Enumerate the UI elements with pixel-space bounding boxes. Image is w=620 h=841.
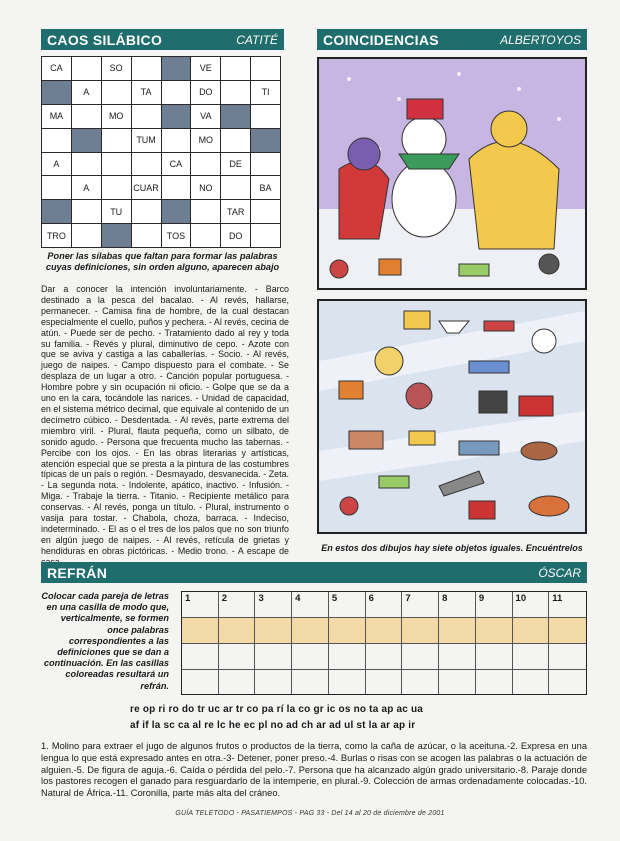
coincidencias-caption: En estos dos dibujos hay siete objetos iguales. Encuéntrelos <box>321 543 583 553</box>
refran-cell[interactable] <box>439 644 476 670</box>
grid-cell[interactable]: A <box>72 81 101 104</box>
grid-cell[interactable]: CA <box>162 153 191 176</box>
refran-column-number: 6 <box>366 592 403 618</box>
grid-cell[interactable]: BA <box>251 176 280 199</box>
grid-black-cell <box>162 57 191 80</box>
refran-cell[interactable] <box>402 670 439 694</box>
grid-cell[interactable]: CUAR <box>132 176 161 199</box>
grid-cell[interactable] <box>72 105 101 128</box>
refran-column-number: 9 <box>476 592 513 618</box>
refran-cell[interactable] <box>329 670 366 694</box>
refran-cell[interactable] <box>219 670 256 694</box>
grid-cell[interactable]: TAR <box>221 200 250 223</box>
refran-cell[interactable] <box>549 644 586 670</box>
grid-cell[interactable] <box>221 129 250 152</box>
refran-column-number: 7 <box>402 592 439 618</box>
caos-header <box>41 29 284 50</box>
refran-colored-cell[interactable] <box>329 618 366 644</box>
refran-cell[interactable] <box>292 670 329 694</box>
grid-cell[interactable] <box>132 224 161 247</box>
coincidencias-title: COINCIDENCIAS <box>323 31 439 48</box>
refran-cell[interactable] <box>255 644 292 670</box>
grid-cell[interactable] <box>72 224 101 247</box>
refran-title: REFRÁN <box>47 564 108 581</box>
grid-black-cell <box>102 224 131 247</box>
grid-cell[interactable]: MO <box>102 105 131 128</box>
grid-cell[interactable] <box>251 224 280 247</box>
refran-cell[interactable] <box>402 644 439 670</box>
refran-colored-cell[interactable] <box>476 618 513 644</box>
drawing-top <box>317 57 587 290</box>
refran-grid <box>181 591 587 695</box>
grid-cell[interactable]: SO <box>102 57 131 80</box>
grid-cell[interactable] <box>221 176 250 199</box>
page-footer: GUÍA TELETODO - PASATIEMPOS - PAG 33 - Del 14 al 20 de diciembre de 2001 <box>175 810 445 817</box>
refran-cell[interactable] <box>549 670 586 694</box>
refran-column-number: 5 <box>329 592 366 618</box>
grid-cell[interactable]: TUM <box>132 129 161 152</box>
grid-cell[interactable]: A <box>42 153 71 176</box>
refran-colored-cell[interactable] <box>366 618 403 644</box>
refran-cell[interactable] <box>366 670 403 694</box>
grid-cell[interactable] <box>42 129 71 152</box>
grid-cell[interactable]: VA <box>191 105 220 128</box>
grid-cell[interactable] <box>42 176 71 199</box>
caos-author: CATITÉ <box>236 32 278 47</box>
refran-column-number: 2 <box>219 592 256 618</box>
refran-colored-cell[interactable] <box>549 618 586 644</box>
grid-cell[interactable]: TRO <box>42 224 71 247</box>
grid-cell[interactable] <box>102 81 131 104</box>
grid-cell[interactable]: NO <box>191 176 220 199</box>
refran-cell[interactable] <box>292 644 329 670</box>
refran-colored-cell[interactable] <box>182 618 219 644</box>
grid-cell[interactable] <box>102 129 131 152</box>
grid-black-cell <box>72 129 101 152</box>
grid-cell[interactable]: MO <box>191 129 220 152</box>
grid-cell[interactable] <box>132 105 161 128</box>
caos-caption: Poner las sílabas que faltan para formar las palabras cuyas definiciones, sin orden alguno, aparecen abajo <box>45 251 280 272</box>
refran-author: ÓSCAR <box>538 565 581 580</box>
grid-cell[interactable]: VE <box>191 57 220 80</box>
grid-cell[interactable] <box>132 153 161 176</box>
refran-instructions: Colocar cada pareja de letras en una casilla de modo que, verticalmente, se formen once palabras correspondientes a las definiciones que se dan a continuación. En las casillas coloreadas resultará un refrán. <box>41 591 169 691</box>
grid-cell[interactable]: DO <box>221 224 250 247</box>
refran-cell[interactable] <box>182 644 219 670</box>
grid-cell[interactable]: TA <box>132 81 161 104</box>
grid-cell[interactable] <box>191 153 220 176</box>
refran-cell[interactable] <box>182 670 219 694</box>
refran-colored-cell[interactable] <box>255 618 292 644</box>
grid-cell[interactable]: TOS <box>162 224 191 247</box>
refran-header <box>41 562 587 583</box>
refran-column-number: 11 <box>549 592 586 618</box>
grid-cell[interactable] <box>72 200 101 223</box>
caos-definitions: Dar a conocer la intención involuntariamente. - Barco destinado a la pesca del bacalao. - Al revés, hallarse, permanecer. - Camisa fina de hombre, de la cual destacan especialmente el cuello, puños y pechera. - Al revés, cecina de atún. - Puede ser de pecho. - Tratamiento dado al rey y toda su familia. - Revés y plural, diminutivo de cepo. - Azote con que se aviva y castiga a las caballerías. - Socio. - Al revés, juego de naipes. - Campo dispuesto para el combate. - Se desplaza de un lugar a otro. - Canción popular portuguesa. - Hombre pobre y sin ocupación ni oficio. - Golpe que se da a uno en la cara, tocándole las narices. - Unidad de capacidad, en el sistema métrico decimal, que equivale al contenido de un decímetro cúbico. - Desdentada. - Al revés, parte extrema del miembro viril. - Plural, flauta pequeña, como un silbato, de sonido agudo. - Persona que frecuenta mucho las tabernas. - Percibe con los ojos. - En las obras literarias y artísticas, atención especial que se presta a la pintura de las costumbres típicas de un país o región. - Desmayado, desvanecida. - Zeta. - La segunda nota. - Indolente, apático, inactivo. - Infusión. - Miga. - Trabaje la tierra. - Titanio. - Recipiente metálico para conservas. - Al revés, ponga un título. - Plural, instrumento o vasija para tostar. - Chabola, choza, barraca. - Indeciso, indeterminado. - El as o el tres de los palos que no son triunfo en algún juego de naipes. - Al revés, retícula de grietas y hendiduras en obras pictóricas. - Medio trono. - A escape de <box>41 284 289 556</box>
refran-colored-cell[interactable] <box>219 618 256 644</box>
grid-black-cell <box>221 105 250 128</box>
grid-cell[interactable]: DO <box>191 81 220 104</box>
grid-cell[interactable] <box>191 224 220 247</box>
refran-cell[interactable] <box>255 670 292 694</box>
refran-colored-cell[interactable] <box>513 618 550 644</box>
refran-syllables-2: af if la sc ca al re lc he ec pl no ad ch ar ad ul st la ar ap ir <box>130 720 416 731</box>
grid-cell[interactable]: MA <box>42 105 71 128</box>
grid-cell[interactable] <box>162 176 191 199</box>
grid-cell[interactable] <box>132 200 161 223</box>
syllable-grid <box>41 56 281 248</box>
grid-cell[interactable] <box>191 200 220 223</box>
refran-column-number: 1 <box>182 592 219 618</box>
grid-cell[interactable]: DE <box>221 153 250 176</box>
grid-cell[interactable] <box>72 57 101 80</box>
grid-cell[interactable] <box>102 176 131 199</box>
refran-cell[interactable] <box>329 644 366 670</box>
refran-cell[interactable] <box>439 670 476 694</box>
grid-black-cell <box>42 200 71 223</box>
refran-colored-cell[interactable] <box>439 618 476 644</box>
grid-cell[interactable] <box>72 153 101 176</box>
refran-column-number: 4 <box>292 592 329 618</box>
coincidencias-author: ALBERTOYOS <box>500 32 581 47</box>
refran-cell[interactable] <box>366 644 403 670</box>
grid-cell[interactable] <box>221 81 250 104</box>
refran-cell[interactable] <box>219 644 256 670</box>
refran-column-number: 10 <box>513 592 550 618</box>
refran-cell[interactable] <box>513 670 550 694</box>
refran-column-number: 3 <box>255 592 292 618</box>
grid-cell[interactable] <box>251 200 280 223</box>
grid-cell[interactable] <box>251 105 280 128</box>
refran-column-number: 8 <box>439 592 476 618</box>
refran-colored-cell[interactable] <box>402 618 439 644</box>
refran-syllables-1: re op ri ro do tr uc ar tr co pa rí la co gr ic os no ta ap ac ua <box>130 704 424 715</box>
grid-cell[interactable] <box>102 153 131 176</box>
refran-cell[interactable] <box>513 644 550 670</box>
grid-cell[interactable]: CA <box>42 57 71 80</box>
refran-colored-cell[interactable] <box>292 618 329 644</box>
drawing-bottom <box>317 299 587 534</box>
grid-cell[interactable] <box>162 81 191 104</box>
grid-cell[interactable] <box>251 57 280 80</box>
grid-cell[interactable]: TI <box>251 81 280 104</box>
refran-cell[interactable] <box>476 670 513 694</box>
grid-black-cell <box>251 129 280 152</box>
grid-black-cell <box>162 105 191 128</box>
coincidencias-header <box>317 29 587 50</box>
grid-cell[interactable]: A <box>72 176 101 199</box>
grid-cell[interactable] <box>221 57 250 80</box>
caos-title: CAOS SILÁBICO <box>47 31 163 48</box>
grid-black-cell <box>162 200 191 223</box>
grid-black-cell <box>42 81 71 104</box>
grid-cell[interactable] <box>251 153 280 176</box>
grid-cell[interactable]: TU <box>102 200 131 223</box>
refran-cell[interactable] <box>476 644 513 670</box>
refran-definitions: 1. Molino para extraer el jugo de algunos frutos o productos de la tierra, como la caña de azúcar, o la aceituna.-2. Expresa en una lengua lo que está expresado antes en otra.-3- Detener, poner preso.-4. Burlas o risas con se acogen las palabras o la actuación de alguien.-5. De figura de aguja.-6. Caída o pérdida del pelo.-7. Persona que ha alcanzado algún grado universitario.-8. Paraje donde los pastores recogen el ganado para resguardarlo de la intemperie, en plural.-9. Colección de armas ordenadamente colocadas.-10. Natural de África.-11. Coronilla, parte más alta del cráneo. <box>41 741 587 799</box>
grid-cell[interactable] <box>162 129 191 152</box>
grid-cell[interactable] <box>132 57 161 80</box>
